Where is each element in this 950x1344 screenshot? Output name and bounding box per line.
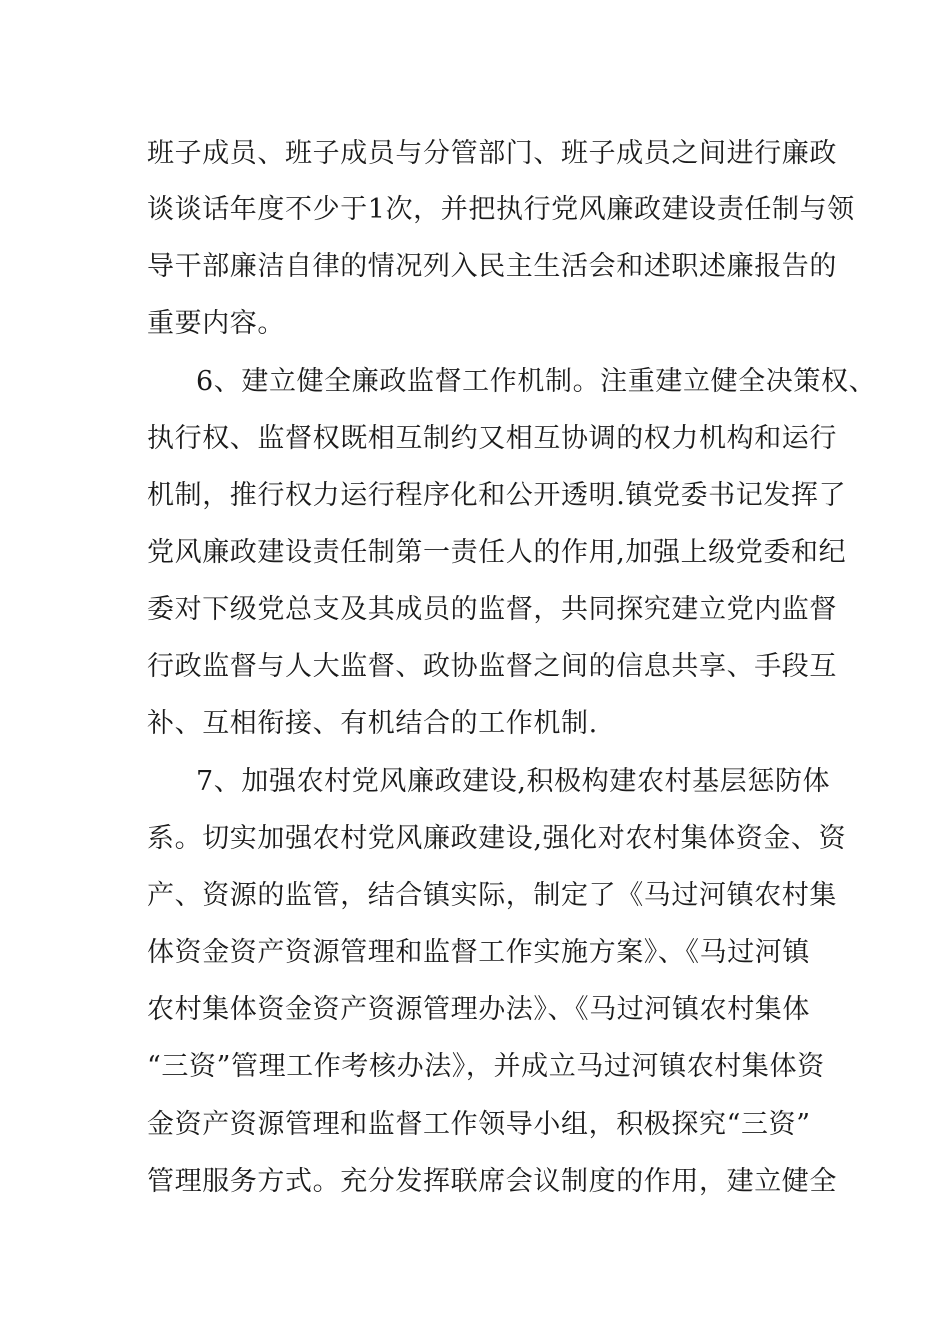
paragraph-line: “三资”管理工作考核办法》，并成立马过河镇农村集体资 bbox=[147, 1051, 825, 1082]
paragraph-line: 产、资源的监管，结合镇实际，制定了《马过河镇农村集 bbox=[147, 880, 837, 911]
paragraph-line: 班子成员、班子成员与分管部门、班子成员之间进行廉政 bbox=[147, 138, 837, 169]
paragraph-line: 农村集体资金资产资源管理办法》、《马过河镇农村集体 bbox=[147, 994, 810, 1025]
paragraph-line: 6、建立健全廉政监督工作机制。注重建立健全决策权、 bbox=[196, 366, 877, 397]
paragraph-line: 谈谈话年度不少于1次，并把执行党风廉政建设责任制与领 bbox=[147, 194, 855, 225]
paragraph-line: 执行权、监督权既相互制约又相互协调的权力机构和运行 bbox=[147, 423, 837, 454]
paragraph-line: 7、加强农村党风廉政建设,积极构建农村基层惩防体 bbox=[196, 766, 831, 797]
paragraph-line: 行政监督与人大监督、政协监督之间的信息共享、手段互 bbox=[147, 651, 837, 682]
paragraph-line: 党风廉政建设责任制第一责任人的作用,加强上级党委和纪 bbox=[147, 537, 847, 568]
paragraph-line: 系。切实加强农村党风廉政建设,强化对农村集体资金、资 bbox=[147, 823, 847, 854]
paragraph-line: 管理服务方式。充分发挥联席会议制度的作用，建立健全 bbox=[147, 1166, 837, 1197]
paragraph-line: 金资产资源管理和监督工作领导小组，积极探究“三资” bbox=[147, 1109, 811, 1140]
paragraph-line: 机制，推行权力运行程序化和公开透明.镇党委书记发挥了 bbox=[147, 480, 847, 511]
paragraph-line: 重要内容。 bbox=[147, 308, 285, 339]
paragraph-line: 体资金资产资源管理和监督工作实施方案》、《马过河镇 bbox=[147, 937, 810, 968]
paragraph-line: 导干部廉洁自律的情况列入民主生活会和述职述廉报告的 bbox=[147, 251, 837, 282]
paragraph-line: 补、互相衔接、有机结合的工作机制. bbox=[147, 708, 598, 739]
paragraph-line: 委对下级党总支及其成员的监督，共同探究建立党内监督 bbox=[147, 594, 837, 625]
